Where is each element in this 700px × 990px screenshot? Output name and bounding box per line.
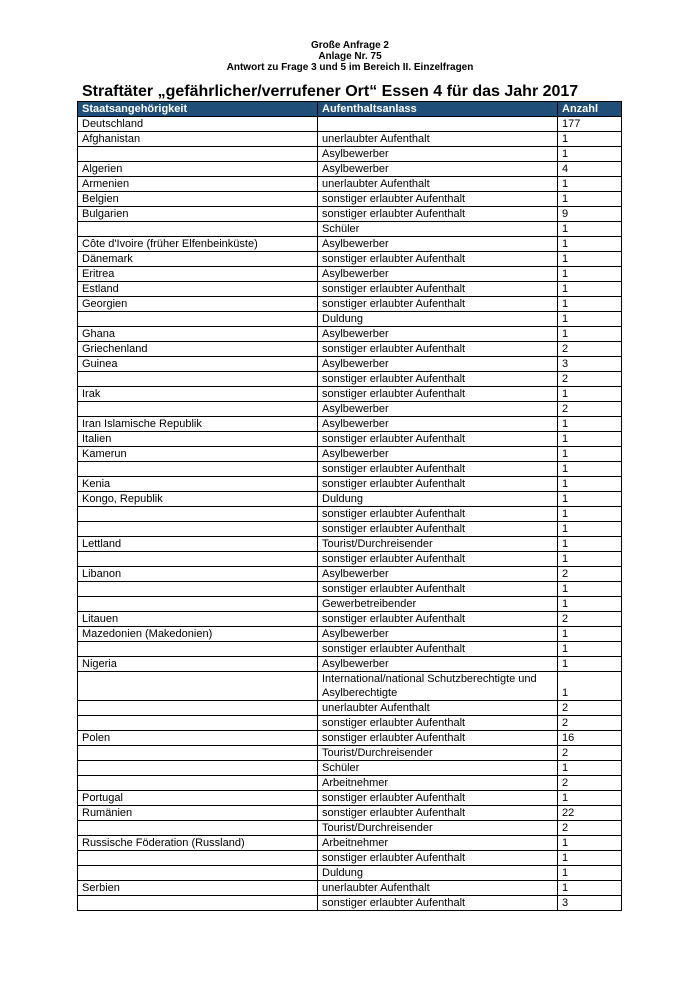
cell-residence-reason: Arbeitnehmer (318, 836, 558, 851)
cell-count: 1 (558, 297, 622, 312)
cell-residence-reason: sonstiger erlaubter Aufenthalt (318, 791, 558, 806)
cell-residence-reason: unerlaubter Aufenthalt (318, 881, 558, 896)
table-row (78, 447, 622, 462)
cell-nationality (78, 642, 318, 657)
table-row (78, 462, 622, 477)
cell-residence-reason: sonstiger erlaubter Aufenthalt (318, 372, 558, 387)
table-row (78, 267, 622, 282)
cell-nationality (78, 147, 318, 162)
table-row (78, 207, 622, 222)
cell-residence-reason: Asylbewerber (318, 357, 558, 372)
cell-nationality: Italien (78, 432, 318, 447)
cell-count: 1 (558, 387, 622, 402)
cell-residence-reason: Duldung (318, 312, 558, 327)
cell-residence-reason: sonstiger erlaubter Aufenthalt (318, 851, 558, 866)
cell-residence-reason: sonstiger erlaubter Aufenthalt (318, 896, 558, 911)
table-row (78, 162, 622, 177)
cell-residence-reason: Schüler (318, 222, 558, 237)
cell-count: 1 (558, 432, 622, 447)
cell-residence-reason: sonstiger erlaubter Aufenthalt (318, 282, 558, 297)
cell-nationality: Russische Föderation (Russland) (78, 836, 318, 851)
cell-residence-reason: Asylbewerber (318, 447, 558, 462)
header-line-1: Große Anfrage 2 (311, 40, 389, 51)
cell-residence-reason: sonstiger erlaubter Aufenthalt (318, 552, 558, 567)
cell-residence-reason: sonstiger erlaubter Aufenthalt (318, 252, 558, 267)
table-row (78, 552, 622, 567)
cell-count: 1 (558, 597, 622, 612)
cell-nationality: Libanon (78, 567, 318, 582)
cell-nationality (78, 701, 318, 716)
cell-nationality: Litauen (78, 612, 318, 627)
cell-nationality: Algerien (78, 162, 318, 177)
cell-residence-reason: Duldung (318, 866, 558, 881)
cell-residence-reason: Asylbewerber (318, 162, 558, 177)
cell-residence-reason: sonstiger erlaubter Aufenthalt (318, 731, 558, 746)
table-row (78, 402, 622, 417)
cell-count: 9 (558, 207, 622, 222)
cell-count: 1 (558, 192, 622, 207)
table-row (78, 672, 622, 701)
table-row (78, 881, 622, 896)
cell-nationality (78, 507, 318, 522)
cell-count: 16 (558, 731, 622, 746)
table-row (78, 776, 622, 791)
table-row (78, 642, 622, 657)
cell-count: 1 (558, 147, 622, 162)
cell-count: 1 (558, 222, 622, 237)
cell-nationality: Deutschland (78, 117, 318, 132)
cell-count: 2 (558, 372, 622, 387)
cell-residence-reason: Asylbewerber (318, 267, 558, 282)
cell-residence-reason: sonstiger erlaubter Aufenthalt (318, 522, 558, 537)
cell-count: 1 (558, 836, 622, 851)
cell-count: 1 (558, 642, 622, 657)
cell-residence-reason: Asylbewerber (318, 147, 558, 162)
cell-nationality: Kongo, Republik (78, 492, 318, 507)
table-row (78, 312, 622, 327)
cell-nationality: Armenien (78, 177, 318, 192)
cell-count: 1 (558, 282, 622, 297)
cell-count: 1 (558, 657, 622, 672)
cell-residence-reason: sonstiger erlaubter Aufenthalt (318, 582, 558, 597)
table-row (78, 731, 622, 746)
cell-count: 1 (558, 477, 622, 492)
cell-residence-reason: Arbeitnehmer (318, 776, 558, 791)
cell-count: 1 (558, 672, 622, 701)
cell-nationality (78, 462, 318, 477)
cell-count: 1 (558, 237, 622, 252)
cell-nationality (78, 821, 318, 836)
table-row (78, 507, 622, 522)
table-row (78, 597, 622, 612)
cell-count: 1 (558, 252, 622, 267)
cell-residence-reason: sonstiger erlaubter Aufenthalt (318, 342, 558, 357)
table-row (78, 372, 622, 387)
table-row (78, 387, 622, 402)
cell-nationality: Côte d'Ivoire (früher Elfenbeinküste) (78, 237, 318, 252)
cell-count: 1 (558, 492, 622, 507)
cell-count: 1 (558, 327, 622, 342)
cell-nationality (78, 716, 318, 731)
cell-residence-reason: Duldung (318, 492, 558, 507)
cell-nationality: Portugal (78, 791, 318, 806)
cell-nationality (78, 746, 318, 761)
cell-nationality (78, 597, 318, 612)
cell-residence-reason: Asylbewerber (318, 402, 558, 417)
cell-count: 1 (558, 627, 622, 642)
table-row (78, 417, 622, 432)
table-row (78, 851, 622, 866)
cell-residence-reason: Asylbewerber (318, 327, 558, 342)
cell-count: 2 (558, 402, 622, 417)
cell-nationality (78, 851, 318, 866)
cell-count: 1 (558, 582, 622, 597)
cell-residence-reason: Asylbewerber (318, 657, 558, 672)
cell-residence-reason: sonstiger erlaubter Aufenthalt (318, 642, 558, 657)
table-row (78, 567, 622, 582)
table-row (78, 761, 622, 776)
cell-count: 1 (558, 851, 622, 866)
header-line-3: Antwort zu Frage 3 und 5 im Bereich II. Einzelfragen (226, 62, 474, 73)
cell-nationality: Griechenland (78, 342, 318, 357)
table-row (78, 701, 622, 716)
cell-residence-reason: Asylbewerber (318, 567, 558, 582)
cell-residence-reason: sonstiger erlaubter Aufenthalt (318, 477, 558, 492)
cell-residence-reason: sonstiger erlaubter Aufenthalt (318, 207, 558, 222)
page-title: Straftäter „gefährlicher/verrufener Ort“ Essen 4 für das Jahr 2017 (82, 83, 579, 100)
cell-count: 4 (558, 162, 622, 177)
cell-nationality (78, 761, 318, 776)
cell-nationality (78, 522, 318, 537)
table-row (78, 297, 622, 312)
cell-residence-reason: Asylbewerber (318, 237, 558, 252)
cell-residence-reason: sonstiger erlaubter Aufenthalt (318, 387, 558, 402)
cell-nationality (78, 222, 318, 237)
cell-nationality: Afghanistan (78, 132, 318, 147)
header-line-2: Anlage Nr. 75 (318, 51, 382, 62)
cell-residence-reason: Tourist/Durchreisender (318, 537, 558, 552)
cell-residence-reason: Tourist/Durchreisender (318, 821, 558, 836)
cell-nationality: Dänemark (78, 252, 318, 267)
table-row (78, 537, 622, 552)
cell-count: 1 (558, 507, 622, 522)
cell-count: 1 (558, 417, 622, 432)
cell-residence-reason: Schüler (318, 761, 558, 776)
cell-count: 1 (558, 312, 622, 327)
cell-count: 2 (558, 746, 622, 761)
cell-count: 2 (558, 342, 622, 357)
table-row (78, 222, 622, 237)
cell-nationality: Ghana (78, 327, 318, 342)
cell-nationality: Belgien (78, 192, 318, 207)
table-row (78, 132, 622, 147)
cell-residence-reason: sonstiger erlaubter Aufenthalt (318, 612, 558, 627)
table-row (78, 357, 622, 372)
table-row (78, 477, 622, 492)
table-body (78, 117, 622, 911)
table-row (78, 582, 622, 597)
cell-count: 22 (558, 806, 622, 821)
cell-count: 1 (558, 522, 622, 537)
table-row (78, 432, 622, 447)
cell-count: 1 (558, 267, 622, 282)
cell-nationality (78, 402, 318, 417)
table-row (78, 252, 622, 267)
cell-nationality: Kamerun (78, 447, 318, 462)
table-row (78, 282, 622, 297)
cell-count: 2 (558, 776, 622, 791)
cell-residence-reason: unerlaubter Aufenthalt (318, 132, 558, 147)
table-row (78, 342, 622, 357)
cell-count: 2 (558, 612, 622, 627)
offender-table (77, 101, 622, 911)
cell-count: 1 (558, 537, 622, 552)
cell-residence-reason: unerlaubter Aufenthalt (318, 701, 558, 716)
cell-residence-reason: sonstiger erlaubter Aufenthalt (318, 297, 558, 312)
table-row (78, 327, 622, 342)
table-row (78, 612, 622, 627)
cell-count: 1 (558, 881, 622, 896)
table-row (78, 192, 622, 207)
cell-nationality (78, 582, 318, 597)
cell-residence-reason: Tourist/Durchreisender (318, 746, 558, 761)
cell-nationality: Serbien (78, 881, 318, 896)
table-row (78, 522, 622, 537)
cell-residence-reason: sonstiger erlaubter Aufenthalt (318, 716, 558, 731)
cell-residence-reason: sonstiger erlaubter Aufenthalt (318, 806, 558, 821)
cell-nationality: Bulgarien (78, 207, 318, 222)
column-header-residence-reason: Aufenthaltsanlass (318, 102, 558, 117)
cell-nationality: Guinea (78, 357, 318, 372)
cell-count: 1 (558, 462, 622, 477)
cell-count: 177 (558, 117, 622, 132)
table-row (78, 117, 622, 132)
cell-nationality: Polen (78, 731, 318, 746)
cell-count: 3 (558, 896, 622, 911)
table-header-row (78, 102, 622, 117)
table-row (78, 896, 622, 911)
column-header-count: Anzahl (558, 102, 622, 117)
cell-nationality (78, 552, 318, 567)
cell-nationality: Mazedonien (Makedonien) (78, 627, 318, 642)
cell-count: 1 (558, 866, 622, 881)
cell-residence-reason: sonstiger erlaubter Aufenthalt (318, 192, 558, 207)
table-row (78, 147, 622, 162)
cell-nationality: Kenia (78, 477, 318, 492)
cell-count: 1 (558, 132, 622, 147)
cell-nationality: Iran Islamische Republik (78, 417, 318, 432)
table-row (78, 177, 622, 192)
cell-nationality: Lettland (78, 537, 318, 552)
table-row (78, 791, 622, 806)
cell-count: 2 (558, 716, 622, 731)
cell-count: 2 (558, 567, 622, 582)
cell-count: 1 (558, 447, 622, 462)
cell-nationality: Rumänien (78, 806, 318, 821)
table-row (78, 806, 622, 821)
cell-residence-reason: Asylbewerber (318, 627, 558, 642)
cell-count: 1 (558, 552, 622, 567)
table-row (78, 836, 622, 851)
cell-nationality: Georgien (78, 297, 318, 312)
cell-nationality (78, 312, 318, 327)
cell-count: 3 (558, 357, 622, 372)
cell-residence-reason: unerlaubter Aufenthalt (318, 177, 558, 192)
cell-count: 1 (558, 177, 622, 192)
cell-residence-reason: Gewerbetreibender (318, 597, 558, 612)
table-row (78, 746, 622, 761)
cell-nationality (78, 866, 318, 881)
document-header (0, 40, 700, 73)
cell-count: 1 (558, 761, 622, 776)
cell-residence-reason: International/national Schutzberechtigte und Asylberechtigte (318, 672, 558, 701)
table-row (78, 627, 622, 642)
cell-nationality (78, 372, 318, 387)
table-row (78, 821, 622, 836)
table-row (78, 716, 622, 731)
cell-residence-reason (318, 117, 558, 132)
cell-nationality (78, 776, 318, 791)
cell-residence-reason: sonstiger erlaubter Aufenthalt (318, 462, 558, 477)
cell-nationality (78, 896, 318, 911)
cell-nationality: Irak (78, 387, 318, 402)
column-header-nationality: Staatsangehörigkeit (78, 102, 318, 117)
table-row (78, 492, 622, 507)
cell-nationality: Eritrea (78, 267, 318, 282)
cell-nationality (78, 672, 318, 701)
cell-count: 2 (558, 701, 622, 716)
cell-count: 1 (558, 791, 622, 806)
cell-residence-reason: Asylbewerber (318, 417, 558, 432)
table-row (78, 657, 622, 672)
cell-residence-reason: sonstiger erlaubter Aufenthalt (318, 432, 558, 447)
table-row (78, 237, 622, 252)
cell-nationality: Nigeria (78, 657, 318, 672)
cell-residence-reason: sonstiger erlaubter Aufenthalt (318, 507, 558, 522)
cell-nationality: Estland (78, 282, 318, 297)
cell-count: 2 (558, 821, 622, 836)
table-row (78, 866, 622, 881)
